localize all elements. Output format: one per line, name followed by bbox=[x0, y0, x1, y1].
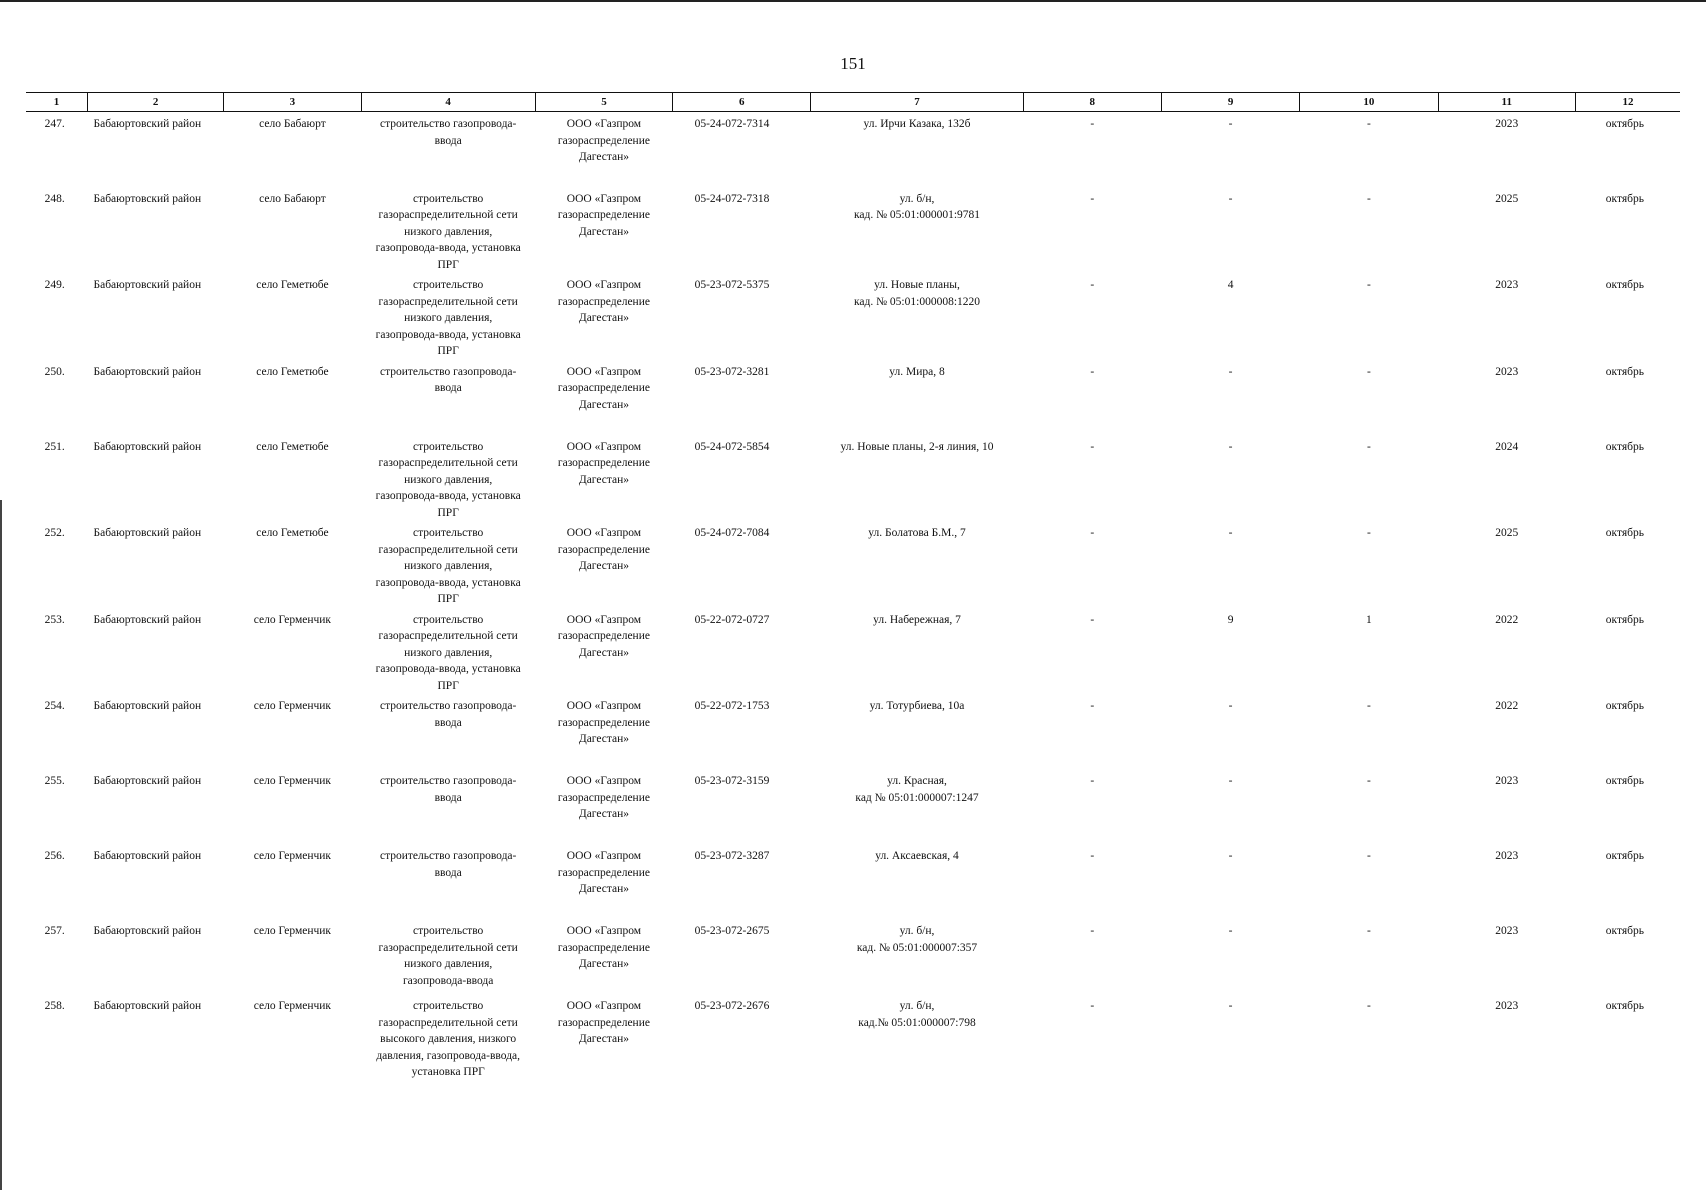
table-row bbox=[26, 844, 1680, 919]
settlement-cell: село Герменчик bbox=[253, 850, 332, 862]
row-number: 254. bbox=[44, 700, 65, 712]
work-type-cell: строительство газораспределительной сети высокого давления, низкого давления, газопровода-ввода, установка ПРГ bbox=[376, 1000, 521, 1078]
col8-cell: - bbox=[1090, 527, 1095, 539]
settlement-cell: село Бабаюрт bbox=[259, 118, 326, 130]
col9-cell: - bbox=[1228, 527, 1233, 539]
address-cell: ул. Новые планы, 2-я линия, 10 bbox=[840, 440, 994, 453]
code-cell: 05-23-072-3287 bbox=[694, 850, 770, 862]
col9-cell: - bbox=[1228, 925, 1233, 937]
organization-cell: ООО «Газпром газораспределение Дагестан» bbox=[557, 279, 650, 324]
column-header-10: 10 bbox=[1300, 93, 1438, 112]
column-header-11: 11 bbox=[1438, 93, 1575, 112]
table-row bbox=[26, 435, 1680, 522]
code-cell: 05-24-072-7314 bbox=[694, 118, 770, 130]
col8-cell: - bbox=[1090, 613, 1095, 626]
address-cell: ул. Болатова Б.М., 7 bbox=[868, 527, 966, 539]
code-cell: 05-22-072-0727 bbox=[694, 613, 770, 626]
settlement-cell: село Герменчик bbox=[253, 613, 332, 626]
work-type-cell: строительство газораспределительной сети низкого давления, газопровода-ввода, установка ПРГ bbox=[375, 440, 521, 519]
year-cell: 2023 bbox=[1495, 850, 1519, 862]
col10-cell: - bbox=[1367, 365, 1371, 378]
col8-cell: - bbox=[1090, 775, 1095, 787]
work-type-cell: строительство газопровода- ввода bbox=[379, 775, 517, 804]
month-cell: октябрь bbox=[1605, 192, 1644, 205]
address-cell: ул. б/н, кад. № 05:01:000001:9781 bbox=[853, 192, 981, 221]
row-number: 247. bbox=[44, 118, 65, 130]
month-cell: октябрь bbox=[1605, 925, 1644, 937]
month-cell: октябрь bbox=[1605, 118, 1644, 130]
gasification-table bbox=[26, 92, 1680, 1081]
table-row bbox=[26, 273, 1680, 360]
table-header bbox=[26, 93, 1680, 112]
table-row bbox=[26, 694, 1680, 769]
row-number: 249. bbox=[44, 279, 65, 291]
organization-cell: ООО «Газпром газораспределение Дагестан» bbox=[557, 925, 650, 970]
col8-cell: - bbox=[1090, 700, 1095, 712]
col10-cell: - bbox=[1367, 925, 1371, 937]
row-number: 250. bbox=[44, 365, 65, 378]
header-row bbox=[26, 93, 1680, 112]
col10-cell: - bbox=[1367, 1000, 1371, 1012]
row-number: 257. bbox=[44, 925, 65, 937]
col10-cell: - bbox=[1367, 850, 1371, 862]
col8-cell: - bbox=[1090, 925, 1095, 937]
column-header-7: 7 bbox=[811, 93, 1023, 112]
month-cell: октябрь bbox=[1605, 850, 1644, 862]
col10-cell: - bbox=[1367, 118, 1371, 130]
month-cell: октябрь bbox=[1605, 527, 1644, 539]
col8-cell: - bbox=[1090, 279, 1095, 291]
year-cell: 2023 bbox=[1495, 925, 1519, 937]
column-header-12: 12 bbox=[1575, 93, 1680, 112]
month-cell: октябрь bbox=[1605, 279, 1644, 291]
year-cell: 2023 bbox=[1495, 775, 1519, 787]
year-cell: 2022 bbox=[1495, 700, 1519, 712]
organization-cell: ООО «Газпром газораспределение Дагестан» bbox=[557, 365, 650, 411]
year-cell: 2023 bbox=[1495, 365, 1519, 378]
row-number: 253. bbox=[44, 613, 65, 626]
col9-cell: - bbox=[1228, 192, 1233, 205]
column-header-3: 3 bbox=[224, 93, 361, 112]
col8-cell: - bbox=[1090, 440, 1095, 453]
month-cell: октябрь bbox=[1605, 775, 1644, 787]
col10-cell: - bbox=[1367, 192, 1371, 205]
year-cell: 2022 bbox=[1495, 613, 1519, 626]
district-cell: Бабаюртовский район bbox=[93, 440, 202, 453]
left-scan-edge bbox=[0, 500, 2, 1190]
row-number: 248. bbox=[44, 192, 65, 205]
organization-cell: ООО «Газпром газораспределение Дагестан» bbox=[557, 192, 650, 238]
top-border-line bbox=[0, 0, 1706, 2]
page-number: 151 bbox=[840, 54, 866, 73]
month-cell: октябрь bbox=[1605, 365, 1644, 378]
row-number: 258. bbox=[44, 1000, 65, 1012]
work-type-cell: строительство газопровода- ввода bbox=[379, 850, 517, 879]
col9-cell: - bbox=[1228, 775, 1233, 787]
settlement-cell: село Герменчик bbox=[253, 925, 332, 937]
year-cell: 2023 bbox=[1495, 118, 1519, 130]
address-cell: ул. Красная, кад № 05:01:000007:1247 bbox=[855, 775, 979, 804]
district-cell: Бабаюртовский район bbox=[93, 775, 202, 787]
address-cell: ул. Аксаевская, 4 bbox=[875, 850, 959, 862]
col10-cell: 1 bbox=[1366, 613, 1372, 626]
organization-cell: ООО «Газпром газораспределение Дагестан» bbox=[557, 850, 650, 895]
year-cell: 2025 bbox=[1495, 192, 1519, 205]
organization-cell: ООО «Газпром газораспределение Дагестан» bbox=[557, 440, 650, 486]
code-cell: 05-24-072-5854 bbox=[694, 440, 770, 453]
year-cell: 2023 bbox=[1495, 1000, 1519, 1012]
work-type-cell: строительство газопровода- ввода bbox=[379, 700, 517, 729]
address-cell: ул. б/н, кад. № 05:01:000007:357 bbox=[856, 925, 978, 954]
column-header-6: 6 bbox=[673, 93, 811, 112]
col8-cell: - bbox=[1090, 365, 1095, 378]
col10-cell: - bbox=[1367, 775, 1371, 787]
code-cell: 05-23-072-2675 bbox=[694, 925, 770, 937]
organization-cell: ООО «Газпром газораспределение Дагестан» bbox=[557, 118, 650, 163]
table-row bbox=[26, 187, 1680, 274]
table-row bbox=[26, 521, 1680, 608]
district-cell: Бабаюртовский район bbox=[93, 700, 202, 712]
month-cell: октябрь bbox=[1605, 1000, 1644, 1012]
table-row bbox=[26, 769, 1680, 844]
col10-cell: - bbox=[1367, 700, 1371, 712]
work-type-cell: строительство газопровода- ввода bbox=[379, 365, 517, 394]
col8-cell: - bbox=[1090, 118, 1095, 130]
settlement-cell: село Герменчик bbox=[253, 775, 332, 787]
address-cell: ул. Новые планы, кад. № 05:01:000008:1220 bbox=[853, 279, 981, 308]
district-cell: Бабаюртовский район bbox=[93, 1000, 202, 1012]
col9-cell: - bbox=[1228, 365, 1233, 378]
code-cell: 05-23-072-3159 bbox=[694, 775, 770, 787]
column-header-2: 2 bbox=[87, 93, 223, 112]
col9-cell: - bbox=[1228, 1000, 1233, 1012]
district-cell: Бабаюртовский район bbox=[93, 527, 202, 539]
work-type-cell: строительство газопровода- ввода bbox=[379, 118, 517, 147]
organization-cell: ООО «Газпром газораспределение Дагестан» bbox=[557, 613, 650, 659]
row-number: 251. bbox=[44, 440, 65, 453]
col9-cell: 4 bbox=[1227, 279, 1234, 291]
column-header-9: 9 bbox=[1161, 93, 1299, 112]
table-row bbox=[26, 608, 1680, 695]
col8-cell: - bbox=[1090, 1000, 1095, 1012]
table-row bbox=[26, 112, 1680, 187]
year-cell: 2024 bbox=[1495, 440, 1519, 453]
col8-cell: - bbox=[1090, 850, 1095, 862]
month-cell: октябрь bbox=[1605, 613, 1644, 626]
code-cell: 05-24-072-7318 bbox=[694, 192, 770, 205]
year-cell: 2023 bbox=[1495, 279, 1519, 291]
col10-cell: - bbox=[1367, 279, 1371, 291]
table-row bbox=[26, 994, 1680, 1081]
organization-cell: ООО «Газпром газораспределение Дагестан» bbox=[557, 775, 650, 820]
col9-cell: 9 bbox=[1227, 613, 1234, 626]
address-cell: ул. б/н, кад.№ 05:01:000007:798 bbox=[858, 1000, 976, 1029]
district-cell: Бабаюртовский район bbox=[93, 613, 202, 626]
code-cell: 05-24-072-7084 bbox=[694, 527, 770, 539]
district-cell: Бабаюртовский район bbox=[93, 118, 202, 130]
year-cell: 2025 bbox=[1495, 527, 1519, 539]
row-number: 252. bbox=[44, 527, 65, 539]
column-header-8: 8 bbox=[1023, 93, 1161, 112]
col9-cell: - bbox=[1228, 700, 1233, 712]
code-cell: 05-23-072-2676 bbox=[694, 1000, 770, 1012]
code-cell: 05-22-072-1753 bbox=[694, 700, 770, 712]
work-type-cell: строительство газораспределительной сети низкого давления, газопровода-ввода, установка ПРГ bbox=[375, 192, 521, 271]
work-type-cell: строительство газораспределительной сети низкого давления, газопровода-ввода, установка ПРГ bbox=[375, 613, 521, 692]
col8-cell: - bbox=[1090, 192, 1095, 205]
work-type-cell: строительство газораспределительной сети низкого давления, газопровода-ввода bbox=[378, 925, 518, 987]
address-cell: ул. Тотурбиева, 10а bbox=[869, 700, 965, 712]
organization-cell: ООО «Газпром газораспределение Дагестан» bbox=[557, 1000, 650, 1045]
work-type-cell: строительство газораспределительной сети низкого давления, газопровода-ввода, установка ПРГ bbox=[375, 527, 521, 605]
col9-cell: - bbox=[1228, 118, 1233, 130]
settlement-cell: село Бабаюрт bbox=[259, 192, 326, 205]
code-cell: 05-23-072-5375 bbox=[694, 279, 770, 291]
settlement-cell: село Геметюбе bbox=[256, 365, 329, 378]
row-number: 256. bbox=[44, 850, 65, 862]
col10-cell: - bbox=[1367, 440, 1371, 453]
district-cell: Бабаюртовский район bbox=[93, 925, 202, 937]
table-row bbox=[26, 360, 1680, 435]
work-type-cell: строительство газораспределительной сети низкого давления, газопровода-ввода, установка ПРГ bbox=[375, 279, 521, 357]
table-row bbox=[26, 919, 1680, 994]
column-header-1: 1 bbox=[26, 93, 87, 112]
settlement-cell: село Геметюбе bbox=[256, 279, 329, 291]
organization-cell: ООО «Газпром газораспределение Дагестан» bbox=[557, 700, 650, 745]
settlement-cell: село Герменчик bbox=[253, 700, 332, 712]
settlement-cell: село Герменчик bbox=[253, 1000, 332, 1012]
col10-cell: - bbox=[1367, 527, 1371, 539]
col9-cell: - bbox=[1228, 440, 1233, 453]
table-body bbox=[26, 112, 1680, 1081]
district-cell: Бабаюртовский район bbox=[93, 192, 202, 205]
settlement-cell: село Геметюбе bbox=[256, 440, 329, 453]
district-cell: Бабаюртовский район bbox=[93, 850, 202, 862]
settlement-cell: село Геметюбе bbox=[256, 527, 329, 539]
address-cell: ул. Набережная, 7 bbox=[873, 613, 961, 626]
row-number: 255. bbox=[44, 775, 65, 787]
organization-cell: ООО «Газпром газораспределение Дагестан» bbox=[557, 527, 650, 572]
month-cell: октябрь bbox=[1605, 700, 1644, 712]
month-cell: октябрь bbox=[1605, 440, 1644, 453]
address-cell: ул. Ирчи Казака, 132б bbox=[863, 118, 971, 130]
district-cell: Бабаюртовский район bbox=[93, 365, 202, 378]
district-cell: Бабаюртовский район bbox=[93, 279, 202, 291]
code-cell: 05-23-072-3281 bbox=[694, 365, 770, 378]
col9-cell: - bbox=[1228, 850, 1233, 862]
column-header-5: 5 bbox=[535, 93, 672, 112]
column-header-4: 4 bbox=[361, 93, 535, 112]
address-cell: ул. Мира, 8 bbox=[889, 365, 945, 378]
